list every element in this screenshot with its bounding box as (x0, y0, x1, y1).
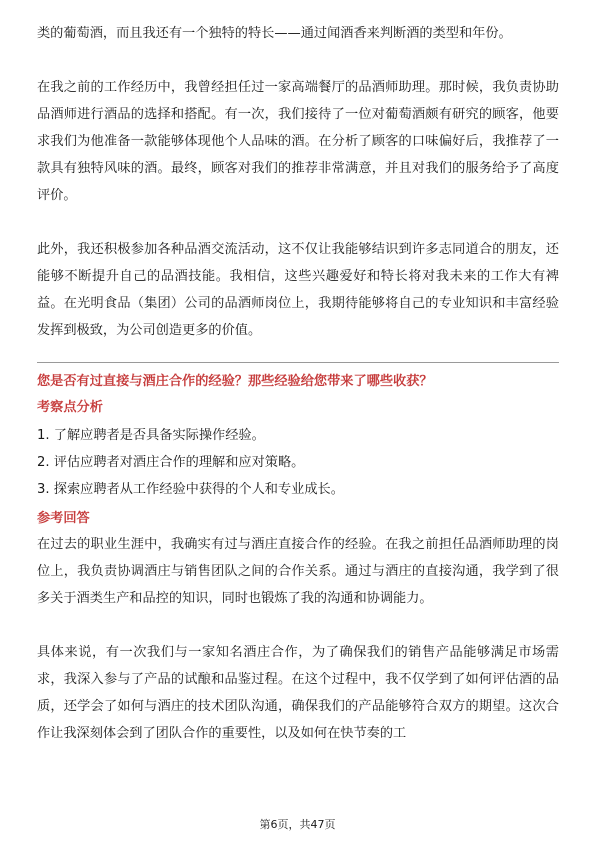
interview-question: 您是否有过直接与酒庄合作的经验？那些经验给您带来了哪些收获？ (37, 374, 433, 389)
document-body (37, 20, 559, 747)
paragraph-continuation: 类的葡萄酒，而且我还有一个独特的特长——通过闻酒香来判断酒的类型和年份。 (37, 26, 512, 41)
paragraph-gap (37, 47, 559, 74)
answer-paragraph-1: 在过去的职业生涯中，我确实有过与酒庄直接合作的经验。在我之前担任品酒师助理的岗位上，我负责协调酒庄与销售团队之间的合作关系。通过与酒庄的直接沟通，我学到了很多关于酒类生产和品控的知识，同时也锻炼了我的沟通和协调能力。 (37, 537, 559, 606)
answer-paragraph-2: 具体来说，有一次我们与一家知名酒庄合作，为了确保我们的销售产品能够满足市场需求，我深入参与了产品的试酿和品鉴过程。在这个过程中，我不仅学到了如何评估酒的品质，还学会了如何与酒庄的技术团队沟通，确保我们的产品能够符合双方的期望。这次合作让我深刻体会到了团队合作的重要性，以及如何在快节奏的工 (37, 645, 559, 741)
list-item: 1. 了解应聘者是否具备实际操作经验。 (37, 428, 265, 443)
paragraph-hobbies: 此外，我还积极参加各种品酒交流活动，这不仅让我能够结识到许多志同道合的朋友，还能够不断提升自己的品酒技能。我相信，这些兴趣爱好和特长将对我未来的工作大有裨益。在光明食品（集团）公司的品酒师岗位上，我期待能够将自己的专业知识和丰富经验发挥到极致，为公司创造更多的价值。 (37, 242, 559, 338)
answer-title: 参考回答 (37, 511, 90, 526)
list-item: 2. 评估应聘者对酒庄合作的理解和应对策略。 (37, 455, 305, 470)
paragraph-gap (37, 209, 559, 236)
list-item: 3. 探索应聘者从工作经验中获得的个人和专业成长。 (37, 482, 344, 497)
section-divider (37, 362, 559, 363)
paragraph-work-experience: 在我之前的工作经历中，我曾经担任过一家高端餐厅的品酒师助理。那时候，我负责协助品酒师进行酒品的选择和搭配。有一次，我们接待了一位对葡萄酒颇有研究的顾客，他要求我们为他准备一款能够体现他个人品味的酒。在分析了顾客的口味偏好后，我推荐了一款具有独特风味的酒。最终，顾客对我们的推荐非常满意，并且对我们的服务给予了高度评价。 (37, 80, 559, 203)
analysis-title: 考察点分析 (37, 400, 103, 415)
paragraph-gap (37, 612, 559, 639)
analysis-list (37, 422, 559, 503)
page-number: 第6页，共47页 (259, 818, 336, 831)
